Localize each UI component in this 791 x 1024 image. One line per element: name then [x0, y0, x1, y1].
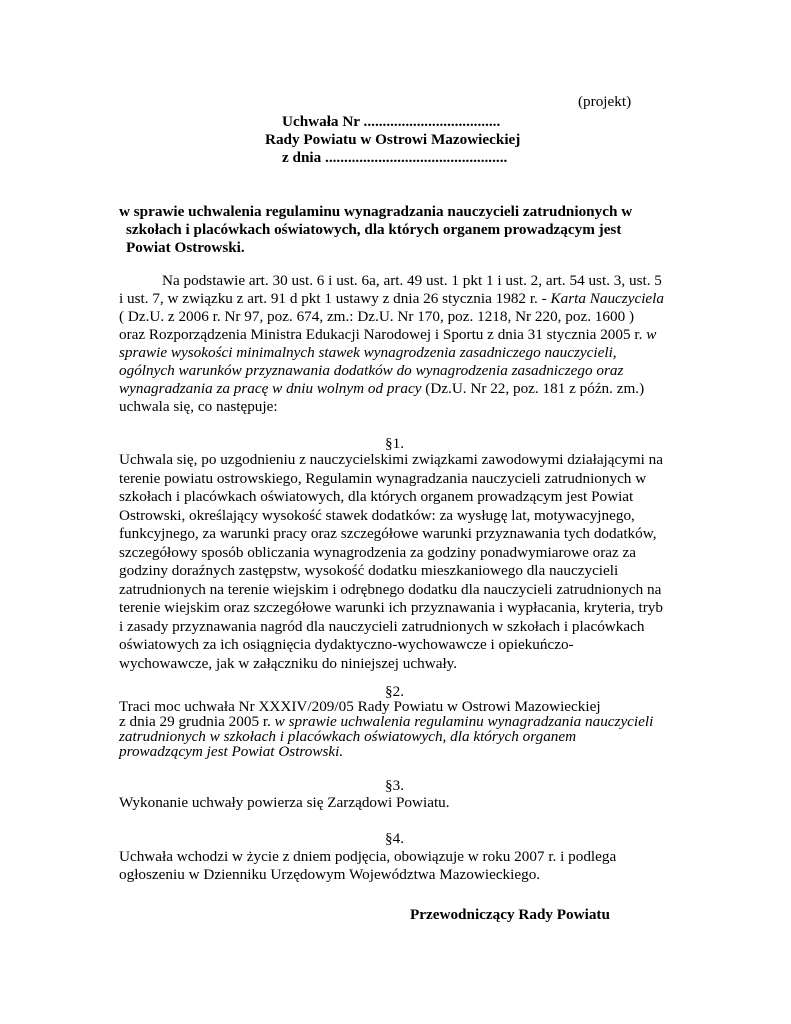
preamble-line-5: sprawie wysokości minimalnych stawek wynagrodzenia zasadniczego nauczycieli, — [119, 344, 617, 361]
par1-heading: §1. — [385, 435, 404, 452]
par1-line: Ostrowski, określający wysokość stawek dodatków: za wysługę lat, motywacyjnego, — [119, 506, 635, 524]
resolution-number-line: Uchwała Nr .................................... — [282, 113, 501, 130]
par2-heading: §2. — [385, 683, 404, 700]
par2-line-4: prowadzącym jest Powiat Ostrowski. — [119, 743, 344, 760]
par4-line-2: ogłoszeniu w Dzienniku Urzędowym Województwa Mazowieckiego. — [119, 866, 541, 883]
par1-line: oświatowych za ich osiągnięcia dydaktyczno-wychowawcze i opiekuńczo- — [119, 636, 574, 653]
par2-line-3: zatrudnionych w szkołach i placówkach oświatowych, dla których organem — [119, 728, 577, 745]
par1-line: funkcyjnego, za warunki pracy oraz szczegółowe warunki przyznawania tych dodatków, — [119, 525, 657, 542]
par2-line-2: z dnia 29 grudnia 2005 r. w sprawie uchwalenia regulaminu wynagradzania nauczycieli — [119, 713, 654, 730]
par1-body — [119, 451, 663, 673]
preamble-line-7: wynagradzania za pracę w dniu wolnym od pracy (Dz.U. Nr 22, poz. 181 z późn. zm.) — [119, 380, 645, 397]
par3-heading: §3. — [385, 777, 404, 794]
par4-heading: §4. — [385, 830, 404, 847]
council-name-line: Rady Powiatu w Ostrowi Mazowieckiej — [265, 131, 521, 148]
preamble-line-1: Na podstawie art. 30 ust. 6 i ust. 6a, art. 49 ust. 1 pkt 1 i ust. 2, art. 54 ust. 3, ust. 5 — [162, 272, 662, 289]
par3-text: Wykonanie uchwały powierza się Zarządowi Powiatu. — [119, 794, 450, 811]
preamble-line-6: ogólnych warunków przyznawania dodatków do wynagrodzenia zasadniczego oraz — [119, 362, 624, 379]
par1-line: terenie powiatu ostrowskiego, Regulamin wynagradzania nauczycieli zatrudnionych w — [119, 469, 647, 487]
par1-line: wychowawcze, jak w załączniku do niniejszej uchwały. — [119, 654, 458, 672]
par1-line: szkołach i placówkach oświatowych, dla których organem prowadzącym jest Powiat — [119, 488, 634, 505]
par1-line: terenie wiejskim oraz szczegółowe warunki ich przyznawania i wypłacania, kryteria, tryb — [119, 599, 663, 616]
signature-label: Przewodniczący Rady Powiatu — [410, 906, 610, 923]
par4-line-1: Uchwała wchodzi w życie z dniem podjęcia, obowiązuje w roku 2007 r. i podlega — [119, 848, 617, 865]
preamble-line-8: uchwala się, co następuje: — [119, 398, 278, 415]
par2-line-1: Traci moc uchwała Nr XXXIV/209/05 Rady Powiatu w Ostrowi Mazowieckiej — [119, 698, 601, 715]
par1-line: godziny doraźnych zastępstw, wysokość dodatku mieszkaniowego dla nauczycieli — [119, 562, 619, 579]
preamble-line-2: i ust. 7, w związku z art. 91 d pkt 1 ustawy z dnia 26 stycznia 1982 r. - Karta Nauczyciela — [119, 290, 664, 307]
par1-line: zatrudnionych na terenie wiejskim i odrębnego dodatku dla nauczycieli zatrudnionych na — [119, 580, 662, 598]
preamble-line-4: oraz Rozporządzenia Ministra Edukacji Narodowej i Sportu z dnia 31 stycznia 2005 r. w — [119, 326, 657, 343]
subject-line-3: Powiat Ostrowski. — [126, 239, 245, 256]
project-label: (projekt) — [578, 93, 632, 110]
par1-line: Uchwala się, po uzgodnieniu z nauczycielskimi związkami zawodowymi działającymi na — [119, 451, 664, 468]
par1-line: i zasady przyznawania nagród dla nauczycieli zatrudnionych w szkołach i placówkach — [119, 617, 645, 635]
resolution-date-line: z dnia ................................................ — [282, 149, 508, 166]
subject-line-2: szkołach i placówkach oświatowych, dla których organem prowadzącym jest — [126, 221, 622, 238]
par1-line: szczegółowy sposób obliczania wynagrodzenia za godziny ponadwymiarowe oraz za — [119, 543, 637, 561]
preamble-line-3: ( Dz.U. z 2006 r. Nr 97, poz. 674, zm.: Dz.U. Nr 170, poz. 1218, Nr 220, poz. 1600 ) — [119, 308, 635, 325]
subject-line-1: w sprawie uchwalenia regulaminu wynagradzania nauczycieli zatrudnionych w — [119, 203, 633, 220]
